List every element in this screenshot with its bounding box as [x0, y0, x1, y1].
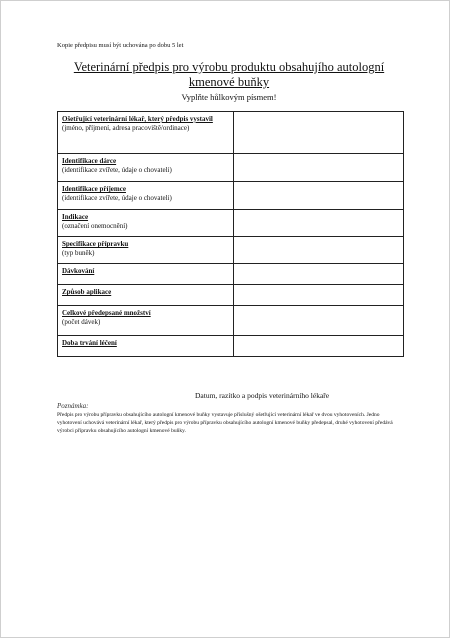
- signature-label: Datum, razítko a podpis veterinárního lékaře: [195, 391, 330, 400]
- row-label-cell: [58, 112, 234, 154]
- field-label: Specifikace přípravku: [62, 240, 129, 248]
- form-row: [58, 336, 404, 357]
- form-row: [58, 237, 404, 264]
- field-label: Identifikace dárce: [62, 157, 117, 165]
- field-value-cell[interactable]: [234, 154, 404, 182]
- note-text: Předpis pro výrobu přípravku obsahujícího autologní kmenové buňky vystavuje příslušný ošetřující veterinární lékař ve dvou vyhotoveních. Jedno vyhotovení uchovává veterinární lékař, který předpis pro výrobu přípravku obsahujícího autologní kmenové buňky předepsal, druhé vyhotovení předává výrobci přípravku obsahujícího autologní kmenové buňky.: [57, 412, 393, 434]
- field-value-cell[interactable]: [234, 336, 404, 357]
- prescription-form-table: [57, 111, 404, 357]
- field-hint: (identifikace zvířete, údaje o chovateli): [62, 194, 172, 202]
- form-row: [58, 154, 404, 182]
- field-label: Celkové předepsané množství: [62, 309, 151, 317]
- row-label-cell: [58, 154, 234, 182]
- row-label-cell: [58, 264, 234, 285]
- row-label-cell: [58, 336, 234, 357]
- field-label: Indikace: [62, 213, 89, 221]
- form-row: [58, 264, 404, 285]
- field-value-cell[interactable]: [234, 210, 404, 237]
- field-label: Doba trvání léčení: [62, 339, 117, 347]
- form-row: [58, 210, 404, 237]
- row-label-cell: [58, 182, 234, 210]
- field-value-cell[interactable]: [234, 264, 404, 285]
- retention-note: Kopie předpisu musí být uchována po dobu 5 let: [57, 42, 184, 49]
- form-row: [58, 112, 404, 154]
- field-value-cell[interactable]: [234, 285, 404, 306]
- row-label-cell: [58, 285, 234, 306]
- row-label-cell: [58, 306, 234, 336]
- field-value-cell[interactable]: [234, 306, 404, 336]
- field-value-cell[interactable]: [234, 112, 404, 154]
- field-label: Ošetřující veterinární lékař, který předpis vystavil: [62, 115, 213, 123]
- field-hint: (jméno, příjmení, adresa pracoviště/ordinace): [62, 124, 190, 132]
- field-label: Identifikace příjemce: [62, 185, 126, 193]
- note-title: Poznámka:: [57, 402, 89, 410]
- field-label: Způsob aplikace: [62, 288, 112, 296]
- form-row: [58, 182, 404, 210]
- fill-instruction: Vyplňte hůlkovým písmem!: [181, 92, 277, 102]
- field-hint: (počet dávek): [62, 318, 101, 326]
- row-label-cell: [58, 210, 234, 237]
- field-label: Dávkování: [62, 267, 95, 275]
- field-hint: (označení onemocnění): [62, 222, 128, 230]
- form-row: [58, 306, 404, 336]
- form-row: [58, 285, 404, 306]
- field-hint: (identifikace zvířete, údaje o chovateli): [62, 166, 172, 174]
- row-label-cell: [58, 237, 234, 264]
- field-hint: (typ buněk): [62, 249, 95, 257]
- field-value-cell[interactable]: [234, 182, 404, 210]
- field-value-cell[interactable]: [234, 237, 404, 264]
- document-title: Veterinární předpis pro výrobu produktu obsahujího autologní kmenové buňky: [73, 60, 385, 89]
